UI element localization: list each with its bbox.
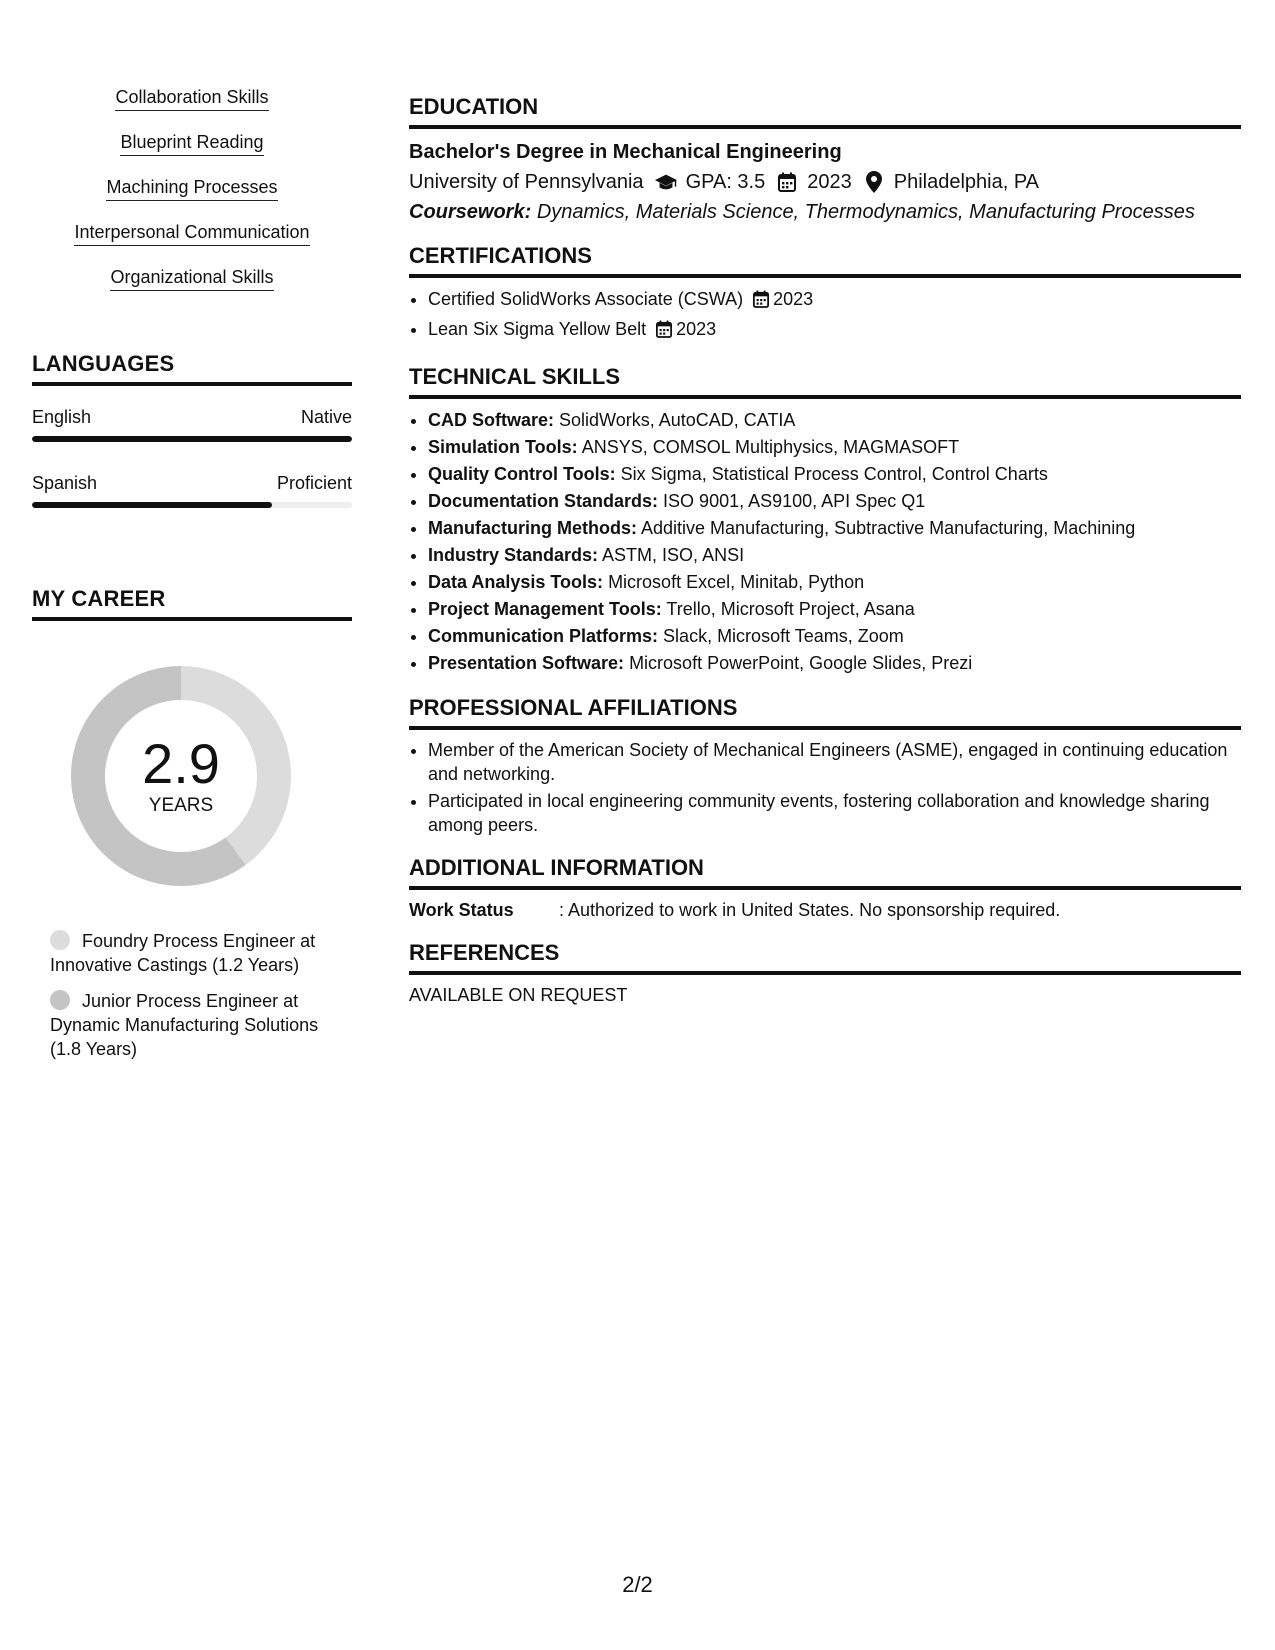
- languages-heading: LANGUAGES: [32, 351, 352, 386]
- calendar-icon: [775, 170, 799, 194]
- language-name: English: [32, 407, 92, 427]
- coursework-label: Coursework:: [409, 201, 532, 223]
- skill-row: [428, 515, 1241, 542]
- school-location: Philadelphia, PA: [893, 171, 1040, 193]
- career-heading: MY CAREER: [32, 586, 352, 621]
- language-row: [32, 472, 352, 508]
- career-item: [50, 929, 340, 977]
- career-donut: [66, 661, 296, 891]
- skill-item: [32, 131, 352, 176]
- affiliations-heading: PROFESSIONAL AFFILIATIONS: [409, 695, 1241, 730]
- skill-item: [32, 176, 352, 221]
- certifications-section: [409, 243, 1241, 346]
- coursework: [409, 199, 1241, 225]
- skill-row: [428, 407, 1241, 434]
- skill-values: ASTM, ISO, ANSI: [602, 545, 745, 565]
- legend-dot-icon: [50, 930, 70, 950]
- certification-name: Lean Six Sigma Yellow Belt: [428, 319, 647, 339]
- skill-row: [428, 569, 1241, 596]
- skill-values: Microsoft Excel, Minitab, Python: [608, 572, 865, 592]
- skill-values: Six Sigma, Statistical Process Control, Control Charts: [620, 464, 1048, 484]
- career-item-text: Foundry Process Engineer at Innovative Castings (1.2 Years): [50, 931, 316, 975]
- skill-row: [428, 623, 1241, 650]
- references-heading: REFERENCES: [409, 940, 1241, 975]
- language-bar: [32, 502, 352, 508]
- skill-category: Industry Standards:: [428, 545, 599, 565]
- language-row: [32, 406, 352, 442]
- skill-category: Manufacturing Methods:: [428, 518, 637, 538]
- certification-name: Certified SolidWorks Associate (CSWA): [428, 289, 744, 309]
- career-item-text: Junior Process Engineer at Dynamic Manufacturing Solutions (1.8 Years): [50, 991, 319, 1059]
- career-total: 2.9: [142, 732, 220, 795]
- career-item: [50, 989, 340, 1061]
- graduation-cap-icon: [654, 170, 678, 194]
- skill-values: ISO 9001, AS9100, API Spec Q1: [663, 491, 926, 511]
- skill-tag: Interpersonal Communication: [74, 221, 309, 246]
- skill-category: Data Analysis Tools:: [428, 572, 604, 592]
- graduation-year: 2023: [807, 171, 852, 193]
- certifications-heading: CERTIFICATIONS: [409, 243, 1241, 278]
- skill-category: CAD Software:: [428, 410, 555, 430]
- calendar-icon: [656, 319, 672, 346]
- career-unit: YEARS: [148, 795, 214, 816]
- work-status: [409, 898, 1241, 922]
- certification-item: [428, 286, 1241, 316]
- skill-category: Project Management Tools:: [428, 599, 662, 619]
- education-section: [409, 94, 1241, 225]
- skill-item: [32, 221, 352, 266]
- work-status-label: Work Status: [409, 900, 514, 920]
- skill-tag: Organizational Skills: [110, 266, 273, 291]
- certification-item: [428, 316, 1241, 346]
- work-status-value: : Authorized to work in United States. No sponsorship required.: [559, 900, 1061, 920]
- skill-tag: Collaboration Skills: [115, 86, 268, 111]
- skills-list: [32, 86, 352, 311]
- right-column: [409, 94, 1241, 1024]
- education-heading: EDUCATION: [409, 94, 1241, 129]
- technical-skills-heading: TECHNICAL SKILLS: [409, 364, 1241, 399]
- skill-category: Communication Platforms:: [428, 626, 659, 646]
- skill-values: Microsoft PowerPoint, Google Slides, Prezi: [629, 653, 973, 673]
- skill-values: SolidWorks, AutoCAD, CATIA: [559, 410, 796, 430]
- references-text: AVAILABLE ON REQUEST: [409, 985, 628, 1005]
- technical-skills-list: [409, 407, 1241, 677]
- affiliations-list: [409, 738, 1241, 837]
- skill-row: [428, 596, 1241, 623]
- skill-row: [428, 650, 1241, 677]
- skill-category: Presentation Software:: [428, 653, 625, 673]
- language-level: Native: [300, 407, 352, 427]
- certification-year: 2023: [676, 319, 717, 339]
- left-column: [32, 86, 352, 1073]
- language-bar-fill: [32, 436, 352, 442]
- skill-item: [32, 86, 352, 131]
- skill-row: [428, 488, 1241, 515]
- skill-category: Simulation Tools:: [428, 437, 578, 457]
- language-bar: [32, 436, 352, 442]
- additional-info-section: [409, 855, 1241, 922]
- skill-category: Documentation Standards:: [428, 491, 659, 511]
- legend-dot-icon: [50, 990, 70, 1010]
- skill-values: Trello, Microsoft Project, Asana: [666, 599, 915, 619]
- skill-tag: Machining Processes: [106, 176, 277, 201]
- education-meta: [409, 169, 1241, 195]
- language-level: Proficient: [276, 473, 352, 493]
- certifications-list: [409, 286, 1241, 346]
- skill-item: [32, 266, 352, 311]
- additional-info-heading: ADDITIONAL INFORMATION: [409, 855, 1241, 890]
- language-name: Spanish: [32, 473, 98, 493]
- coursework-list: Dynamics, Materials Science, Thermodynamics, Manufacturing Processes: [536, 201, 1195, 223]
- certification-year: 2023: [773, 289, 814, 309]
- skill-tag: Blueprint Reading: [120, 131, 263, 156]
- skill-row: [428, 461, 1241, 488]
- degree-title: Bachelor's Degree in Mechanical Engineering: [409, 141, 842, 163]
- skill-row: [428, 542, 1241, 569]
- affiliation-item: • Member of the American Society of Mechanical Engineers (ASME), engaged in continuing education and networking.: [428, 738, 1241, 786]
- skill-values: Additive Manufacturing, Subtractive Manufacturing, Machining: [641, 518, 1136, 538]
- references-section: [409, 940, 1241, 1006]
- calendar-icon: [753, 289, 769, 316]
- skill-values: Slack, Microsoft Teams, Zoom: [663, 626, 904, 646]
- technical-skills-section: [409, 364, 1241, 677]
- gpa: GPA: 3.5: [685, 171, 766, 193]
- affiliations-section: [409, 695, 1241, 837]
- school-name: University of Pennsylvania: [409, 171, 644, 193]
- career-legend: [50, 929, 340, 1061]
- skill-values: ANSYS, COMSOL Multiphysics, MAGMASOFT: [581, 437, 960, 457]
- location-pin-icon: [862, 170, 886, 194]
- skill-category: Quality Control Tools:: [428, 464, 616, 484]
- skill-row: [428, 434, 1241, 461]
- page-number: 2/2: [622, 1572, 653, 1597]
- language-bar-fill: [32, 502, 272, 508]
- affiliation-item: • Participated in local engineering community events, fostering collaboration and knowledge sharing among peers.: [428, 789, 1241, 837]
